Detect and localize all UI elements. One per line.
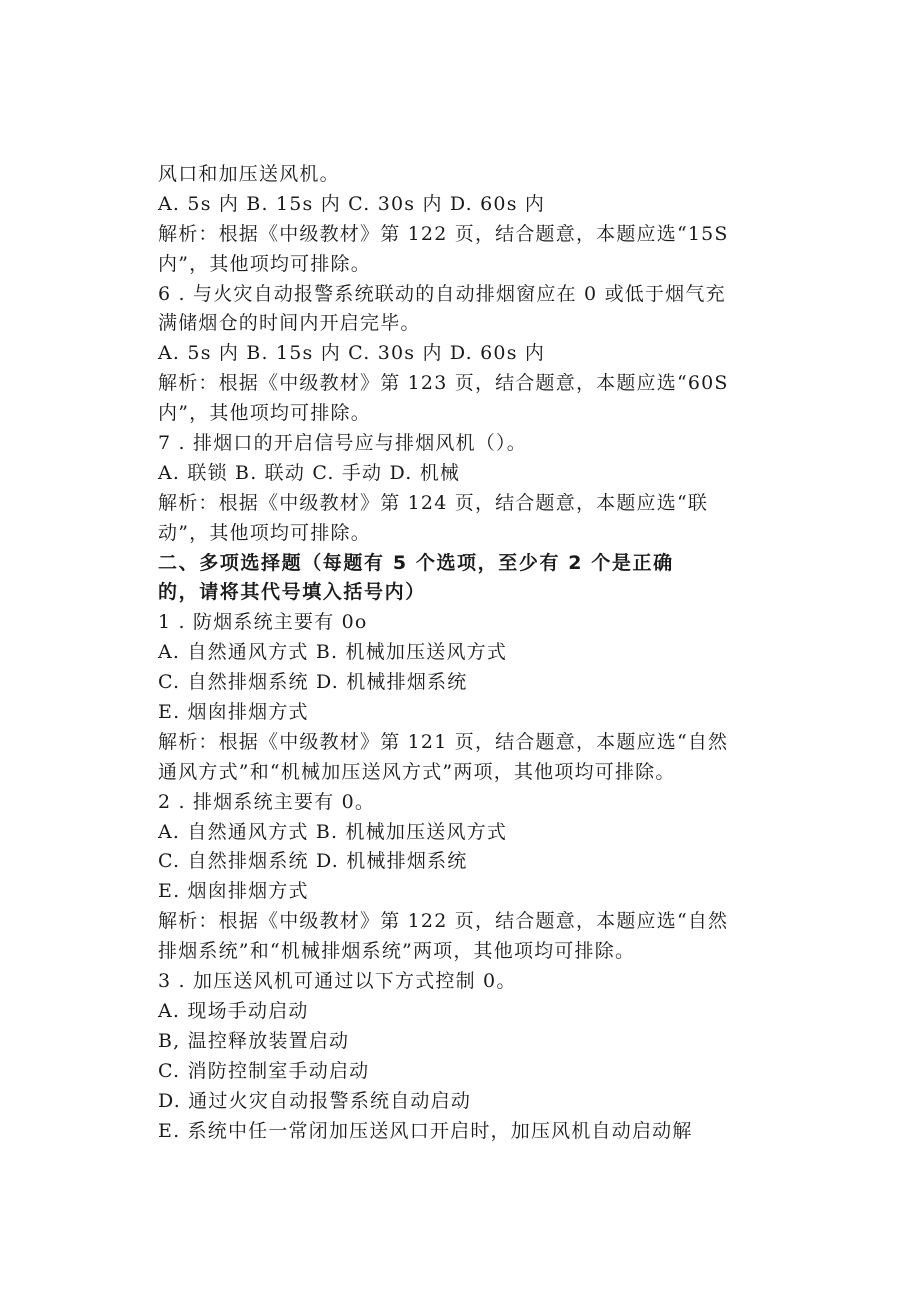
question-line: 2 . 排烟系统主要有 0。 bbox=[158, 790, 376, 813]
option-line: C. 自然排烟系统 D. 机械排烟系统 bbox=[158, 671, 468, 694]
question-line: 7 . 排烟口的开启信号应与排烟风机（）。 bbox=[158, 432, 527, 455]
question-line: 满储烟仓的时间内开启完毕。 bbox=[158, 312, 421, 335]
option-line: D. 通过火灾自动报警系统自动启动 bbox=[158, 1089, 472, 1112]
analysis-line: 解析：根据《中级教材》第 124 页，结合题意，本题应选“联 bbox=[158, 491, 709, 514]
analysis-line: 内”，其他项均可排除。 bbox=[158, 402, 371, 425]
analysis-line: 解析：根据《中级教材》第 121 页，结合题意，本题应选“自然 bbox=[158, 730, 729, 753]
option-line: A. 自然通风方式 B. 机械加压送风方式 bbox=[158, 820, 508, 843]
option-line: A. 联锁 B. 联动 C. 手动 D. 机械 bbox=[158, 461, 461, 484]
option-line: A. 现场手动启动 bbox=[158, 999, 309, 1022]
section-heading: 二、多项选择题（每题有 5 个选项，至少有 2 个是正确 bbox=[158, 551, 674, 574]
option-line: B, 温控释放装置启动 bbox=[158, 1029, 350, 1052]
option-line: A. 5s 内 B. 15s 内 C. 30s 内 D. 60s 内 bbox=[158, 342, 546, 365]
document-page bbox=[158, 160, 778, 1146]
analysis-line: 解析：根据《中级教材》第 122 页，结合题意，本题应选“15S bbox=[158, 222, 729, 245]
analysis-line: 动”，其他项均可排除。 bbox=[158, 521, 371, 544]
option-line: A. 自然通风方式 B. 机械加压送风方式 bbox=[158, 641, 508, 664]
text-line: 风口和加压送风机。 bbox=[158, 163, 340, 185]
analysis-line: 解析：根据《中级教材》第 122 页，结合题意，本题应选“自然 bbox=[158, 910, 729, 933]
question-line: 3 . 加压送风机可通过以下方式控制 0。 bbox=[158, 970, 517, 993]
option-line: C. 消防控制室手动启动 bbox=[158, 1059, 370, 1082]
analysis-line: 通风方式”和“机械加压送风方式”两项，其他项均可排除。 bbox=[158, 760, 676, 783]
analysis-line: 内”，其他项均可排除。 bbox=[158, 252, 371, 275]
option-line: E. 烟囱排烟方式 bbox=[158, 701, 309, 724]
section-heading: 的，请将其代号填入括号内） bbox=[158, 581, 426, 604]
analysis-line: 解析：根据《中级教材》第 123 页，结合题意，本题应选“60S bbox=[158, 372, 729, 395]
option-line: E. 烟囱排烟方式 bbox=[158, 880, 309, 903]
question-line: 6 . 与火灾自动报警系统联动的自动排烟窗应在 0 或低于烟气充 bbox=[158, 282, 726, 305]
question-line: 1 . 防烟系统主要有 0o bbox=[158, 611, 368, 634]
option-line: E. 系统中任一常闭加压送风口开启时，加压风机自动启动解 bbox=[158, 1119, 693, 1142]
option-line: A. 5s 内 B. 15s 内 C. 30s 内 D. 60s 内 bbox=[158, 192, 546, 215]
analysis-line: 排烟系统”和“机械排烟系统”两项，其他项均可排除。 bbox=[158, 940, 636, 963]
option-line: C. 自然排烟系统 D. 机械排烟系统 bbox=[158, 850, 468, 873]
